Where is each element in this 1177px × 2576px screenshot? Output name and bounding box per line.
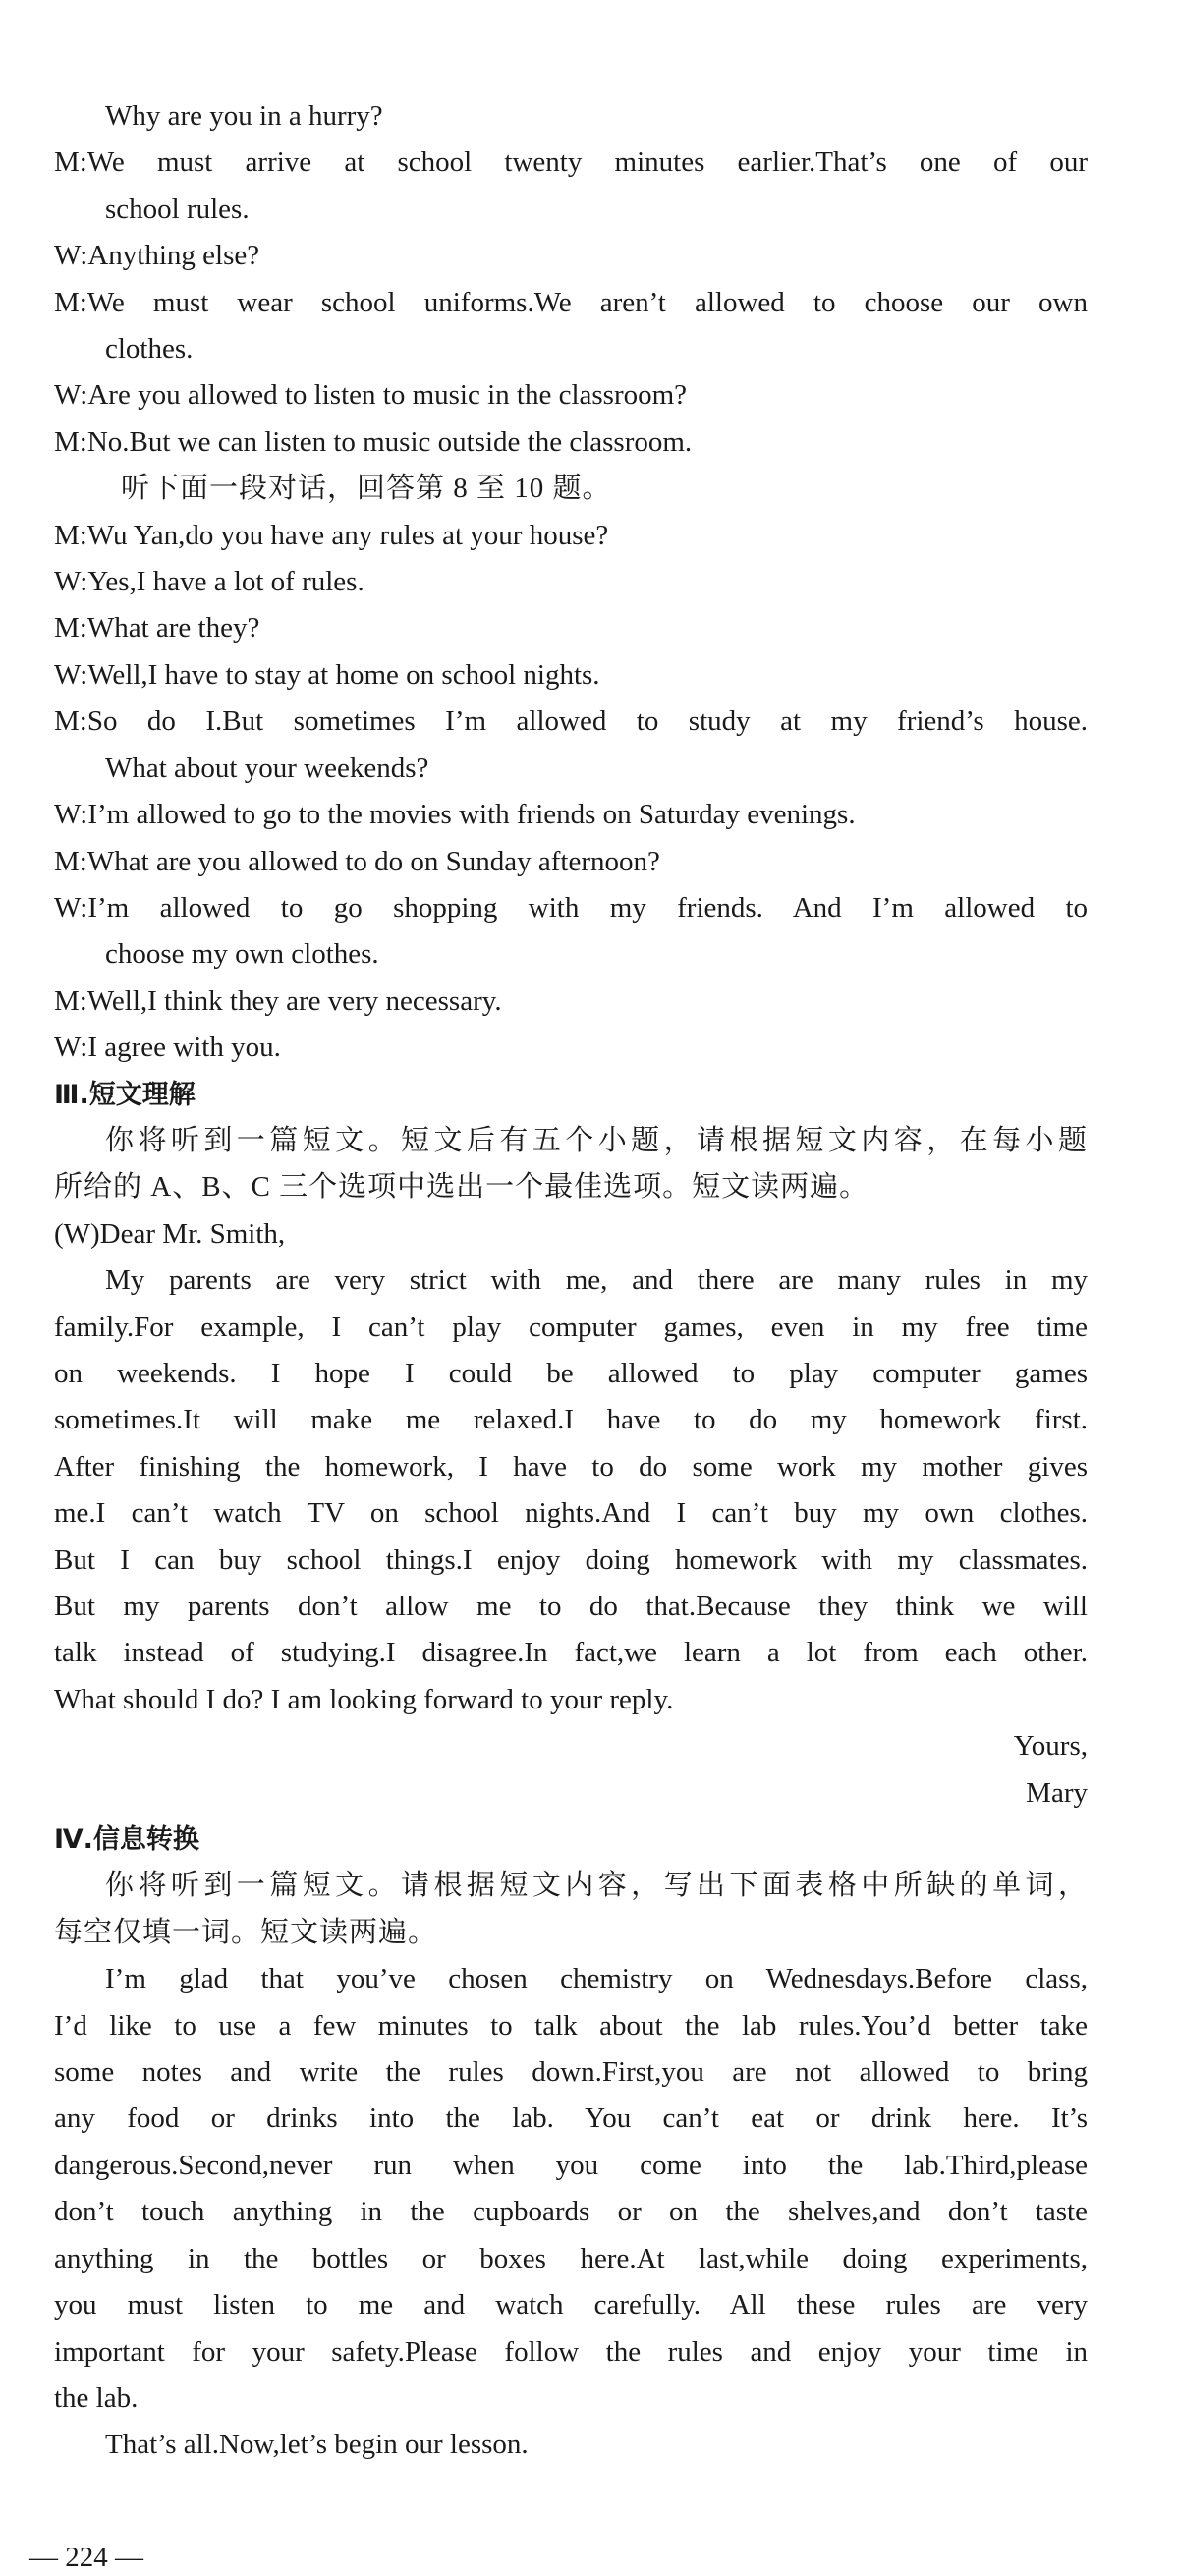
dialogue-line: M:Well,I think they are very necessary. — [54, 984, 502, 1017]
dialogue-line: W:Anything else? — [54, 240, 260, 272]
dialogue-line: M:No.But we can listen to music outside the classroom. — [54, 425, 693, 458]
dialogue-line: M:Wu Yan,do you have any rules at your house? — [54, 519, 609, 551]
letter-greeting: (W)Dear Mr. Smith, — [54, 1217, 286, 1250]
dialogue-2 — [54, 513, 1088, 1072]
section-4-instruction: 你将听到一篇短文。请根据短文内容，写出下面表格中所缺的单词， — [105, 1870, 1088, 1902]
dialogue-line: W:I’m allowed to go to the movies with friends on Saturday evenings. — [54, 799, 856, 831]
letter-closing: Yours, — [1013, 1730, 1088, 1763]
letter-line: family.For example, I can’t play computer games, even in my free time — [54, 1311, 1088, 1343]
page-number: — 224 — — [29, 2542, 143, 2573]
passage-line: I’d like to use a few minutes to talk about the lab rules.You’d better take — [54, 2009, 1088, 2042]
letter-line: talk instead of studying.I disagree.In fact,we learn a lot from each other. — [54, 1637, 1088, 1669]
dialogue-1 — [54, 93, 1088, 466]
passage-line: any food or drinks into the lab. You can’t eat or drink here. It’s — [54, 2102, 1088, 2135]
passage-line: That’s all.Now,let’s begin our lesson. — [105, 2429, 529, 2461]
instruction-8-10: 听下面一段对话，回答第 8 至 10 题。 — [121, 473, 612, 505]
dialogue-line: clothes. — [105, 333, 194, 365]
dialogue-line: W:Well,I have to stay at home on school nights. — [54, 658, 600, 691]
section-3 — [54, 1072, 1088, 1818]
letter-line: sometimes.It will make me relaxed.I have to do my homework first. — [54, 1404, 1088, 1436]
letter-line: After finishing the homework, I have to do some work my mother gives — [54, 1450, 1088, 1483]
dialogue-line: Why are you in a hurry? — [105, 100, 383, 132]
dialogue-line: W:Yes,I have a lot of rules. — [54, 566, 364, 598]
section-4-instruction: 每空仅填一词。短文读两遍。 — [54, 1916, 438, 1948]
dialogue-line: M:What are they? — [54, 612, 260, 644]
section-4 — [54, 1817, 1088, 2469]
dialogue-line: W:I’m allowed to go shopping with my friends. And I’m allowed to — [54, 891, 1088, 924]
dialogue-line: M:So do I.But sometimes I’m allowed to study at my friend’s house. — [54, 705, 1088, 738]
section-3-instruction: 你将听到一篇短文。短文后有五个小题，请根据短文内容，在每小题 — [105, 1124, 1088, 1156]
dialogue-line: M:What are you allowed to do on Sunday afternoon? — [54, 845, 660, 877]
passage-line: I’m glad that you’ve chosen chemistry on Wednesdays.Before class, — [105, 1963, 1088, 1995]
section-3-instruction: 所给的 A、B、C 三个选项中选出一个最佳选项。短文读两遍。 — [54, 1171, 869, 1204]
passage-line: dangerous.Second,never run when you come into the lab.Third,please — [54, 2149, 1088, 2181]
passage-line: important for your safety.Please follow the rules and enjoy your time in — [54, 2335, 1088, 2368]
passage-body — [54, 1956, 1088, 2468]
section-4-heading: Ⅳ.信息转换 — [54, 1824, 199, 1856]
letter-line: on weekends. I hope I could be allowed to play computer games — [54, 1357, 1088, 1389]
letter-signature: Mary — [1026, 1776, 1088, 1809]
letter-line: But my parents don’t allow me to do that.Because they think we will — [54, 1591, 1088, 1622]
letter-line: But I can buy school things.I enjoy doing homework with my classmates. — [54, 1543, 1088, 1576]
dialogue-line: W:I agree with you. — [54, 1032, 281, 1064]
dialogue-line: W:Are you allowed to listen to music in the classroom? — [54, 379, 688, 412]
passage-line: anything in the bottles or boxes here.At last,while doing experiments, — [54, 2242, 1088, 2274]
letter-line: My parents are very strict with me, and there are many rules in my — [105, 1264, 1088, 1297]
passage-line: some notes and write the rules down.First,you are not allowed to bring — [54, 2056, 1088, 2089]
dialogue-line: M:We must wear school uniforms.We aren’t allowed to choose our own — [54, 286, 1088, 318]
dialogue-line: school rules. — [105, 193, 250, 225]
section-3-heading: Ⅲ.短文理解 — [54, 1079, 196, 1110]
letter-body — [54, 1258, 1088, 1723]
dialogue-line: choose my own clothes. — [105, 938, 379, 971]
dialogue-line: What about your weekends? — [105, 752, 429, 784]
letter-line: What should I do? I am looking forward to your reply. — [54, 1683, 674, 1715]
passage-line: the lab. — [54, 2381, 139, 2414]
passage-line: you must listen to me and watch carefully. All these rules are very — [54, 2289, 1088, 2322]
page-content — [54, 93, 1088, 2469]
dialogue-line: M:We must arrive at school twenty minutes earlier.That’s one of our — [54, 146, 1088, 179]
letter-line: me.I can’t watch TV on school nights.And I can’t buy my own clothes. — [54, 1497, 1088, 1530]
passage-line: don’t touch anything in the cupboards or on the shelves,and don’t taste — [54, 2196, 1088, 2228]
